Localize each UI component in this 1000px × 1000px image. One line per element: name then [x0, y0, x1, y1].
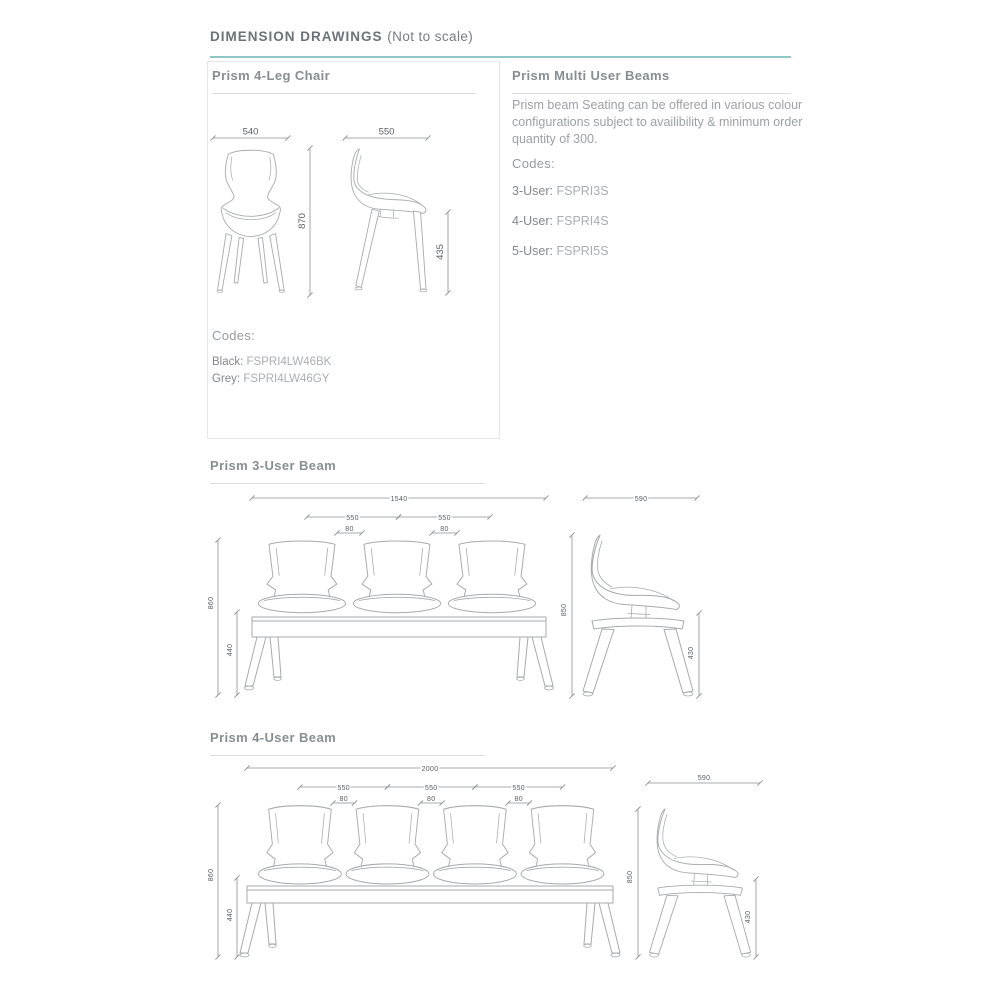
dim-beam4-gap-3: 80: [514, 796, 523, 803]
dim-beam4-overall-height: 860: [208, 868, 215, 882]
code-grey-label: Grey:: [212, 373, 241, 385]
dim-beam3-depth: 590: [634, 496, 648, 503]
beam4-side-view: [627, 775, 763, 960]
chair-side-view: [342, 127, 450, 296]
dim-chair-height: 870: [297, 213, 308, 229]
dim-beam4-pitch-3: 550: [512, 785, 525, 792]
beam-3-user-drawing: [200, 485, 770, 710]
page-title-text: DIMENSION DRAWINGS: [210, 29, 383, 44]
dim-beam3-gap-2: 80: [440, 526, 449, 533]
code-4-user: [512, 214, 609, 228]
dim-beam3-underseat-height: 440: [227, 643, 234, 657]
dim-beam4-gap-1: 80: [339, 796, 348, 803]
page-title: [210, 29, 473, 44]
beam3-front-view: [208, 495, 554, 697]
dim-chair-depth: 550: [378, 126, 395, 138]
header-accent-rule: [210, 56, 791, 58]
code-3-user: [512, 184, 609, 198]
dim-chair-seat-height: 435: [435, 244, 446, 260]
beam-4-user-heading: Prism 4-User Beam: [210, 730, 485, 756]
dim-beam4-gap-2: 80: [427, 796, 436, 803]
dim-beam3-seat-height: 430: [688, 646, 695, 660]
code-black-value: FSPRI4LW46BK: [246, 356, 332, 368]
code-5-user: [512, 244, 609, 258]
code-3-user-label: 3-User:: [512, 184, 553, 198]
dim-chair-width: 540: [242, 126, 259, 138]
code-black: [212, 356, 331, 368]
code-4-user-label: 4-User:: [512, 214, 553, 228]
beam4-front-view: [208, 765, 620, 959]
four-leg-chair-codes-label: Codes:: [212, 328, 255, 343]
dim-beam4-overall-width: 2000: [421, 766, 439, 773]
beam3-side-view: [561, 495, 702, 698]
code-grey: [212, 373, 329, 385]
chair-front-view: [210, 127, 312, 298]
beam4-rail: [247, 886, 613, 903]
multi-user-beams-description: Prism beam Seating can be offered in various colour configurations subject to availibility & minimum order quantity of 300.: [512, 98, 803, 146]
beam3-legs: [245, 637, 554, 690]
dim-beam3-gap-1: 80: [345, 526, 354, 533]
dim-beam4-underseat-height: 440: [227, 908, 234, 922]
dim-beam4-pitch-2: 550: [424, 785, 438, 792]
beam-4-user-drawing: [200, 755, 780, 980]
code-4-user-value: FSPRI4S: [556, 214, 609, 228]
code-5-user-label: 5-User:: [512, 244, 553, 258]
dim-beam3-side-height: 850: [561, 603, 568, 617]
beam4-legs: [240, 903, 620, 957]
beam3-rail: [252, 617, 546, 637]
dim-beam3-pitch-1: 550: [346, 515, 359, 522]
code-3-user-value: FSPRI3S: [556, 184, 609, 198]
dim-beam3-overall-width: 1540: [390, 496, 408, 503]
page-title-note: (Not to scale): [387, 29, 474, 44]
code-black-label: Black:: [212, 356, 244, 368]
four-leg-chair-drawing: [205, 118, 460, 308]
multi-user-beams-codes-label: Codes:: [512, 156, 555, 171]
dim-beam4-seat-height: 430: [745, 910, 752, 924]
dim-beam4-side-height: 850: [627, 870, 634, 884]
dim-beam3-overall-height: 860: [208, 596, 215, 610]
code-grey-value: FSPRI4LW46GY: [243, 373, 330, 385]
beam-3-user-heading: Prism 3-User Beam: [210, 458, 485, 484]
code-5-user-value: FSPRI5S: [556, 244, 609, 258]
dim-beam3-pitch-2: 550: [438, 515, 451, 522]
dim-beam4-depth: 590: [697, 775, 711, 782]
multi-user-beams-heading: Prism Multi User Beams: [512, 68, 791, 94]
four-leg-chair-heading: Prism 4-Leg Chair: [212, 68, 476, 94]
dim-beam4-pitch-1: 550: [337, 785, 350, 792]
